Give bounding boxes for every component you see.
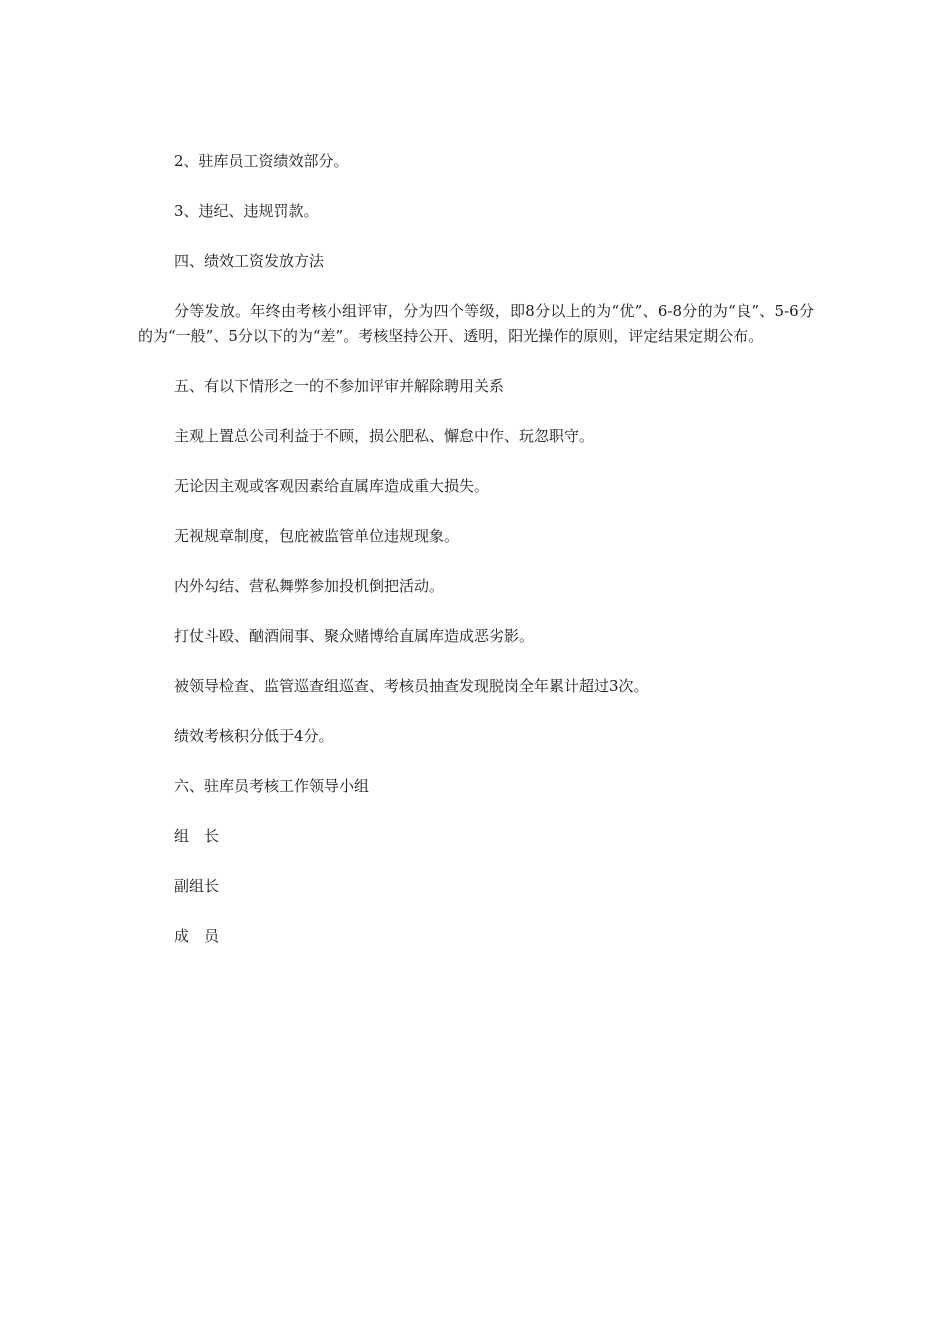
list-item-condition-2: 无论因主观或客观因素给直属库造成重大损失。 [174,477,490,495]
paragraph-grading-method: 分等发放。年终由考核小组评审，分为四个等级，即8分以上的为“优”、6-8分的为“良”、5-6分的为“一般”、5分以下的为“差”。考核坚持公开、透明，阳光操作的原则，评定结果定期公布。 [138,302,814,345]
document-body [138,149,814,974]
list-item-condition-6: 被领导检查、监管巡查组巡查、考核员抽查发现脱岗全年累计超过3次。 [174,677,649,695]
role-members: 成 员 [174,927,220,945]
list-item-condition-7: 绩效考核积分低于4分。 [174,727,334,745]
heading-section-four: 四、绩效工资发放方法 [174,252,325,270]
list-item-condition-5: 打仗斗殴、酗酒闹事、聚众赌博给直属库造成恶劣影。 [174,627,535,645]
paragraph-penalties: 3、违纪、违规罚款。 [174,202,319,220]
paragraph-salary-performance: 2、驻库员工资绩效部分。 [174,152,349,170]
list-item-condition-3: 无视规章制度，包庇被监管单位违规现象。 [174,527,460,545]
list-item-condition-4: 内外勾结、营私舞弊参加投机倒把活动。 [174,577,445,595]
role-deputy-leader: 副组长 [174,877,220,895]
heading-section-five: 五、有以下情形之一的不参加评审并解除聘用关系 [174,377,505,395]
role-leader: 组 长 [174,827,220,845]
list-item-condition-1: 主观上置总公司利益于不顾，损公肥私、懈怠中作、玩忽职守。 [174,427,595,445]
heading-section-six: 六、驻库员考核工作领导小组 [174,777,370,795]
